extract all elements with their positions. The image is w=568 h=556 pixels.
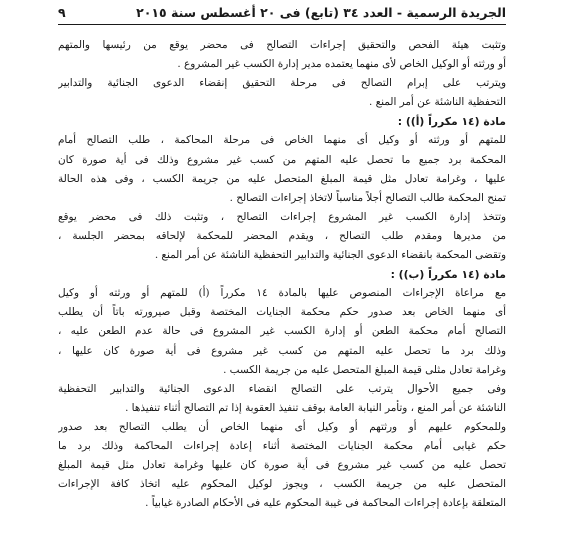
text-line: عليها ، وغرامة تعادل مثل قيمة المبلغ المتحصل عليه من جريمة الكسب ، وفى هذه الحالة xyxy=(58,172,506,185)
article-body xyxy=(58,36,506,513)
text-line: وتقضى المحكمة بانقضاء الدعوى الجنائية والتدابير التحفظية الناشئة عن أمر المنع . xyxy=(154,249,506,262)
text-line: وتثبت هيئة الفحص والتحقيق إجراءات التصالح فى محضر يوقع من رئيسها والمتهم xyxy=(58,39,506,51)
text-line: مع مراعاة الإجراءات المنصوص عليها بالمادة ١٤ مكرراً (أ) للمتهم أو ورثته أو وكيل xyxy=(58,287,506,300)
text-line: وغرامة تعادل مثلى قيمة المبلغ المتحصل عليه من جريمة الكسب . xyxy=(223,363,506,376)
text-line: المحكمة برد جميع ما تحصل عليه المتهم من كسب غير مشروع وذلك فى أية صورة كان xyxy=(58,153,506,166)
text-line: وللمحكوم عليهم أو ورثتهم أو وكيل أى منهما الخاص أن يطلب التصالح بعد صدور xyxy=(58,420,506,433)
text-line: حكم غيابى أمام محكمة الجنايات المختصة أثناء إعادة إجراءات المحاكمة وذلك برد ما xyxy=(58,439,506,452)
text-line: وذلك برد ما تحصل عليه المتهم من كسب غير مشروع فى أية صورة كان عليها ، xyxy=(58,344,506,357)
page-header xyxy=(58,3,506,21)
article-heading: مادة (١٤ مكرراً (ب)) : xyxy=(390,268,506,282)
text-line: من مديرها ومقدم طلب التصالح ، ويقدم المحضر للمحكمة لإلحاقه بمحضر الجلسة ، xyxy=(58,229,506,242)
text-line: تمنح المحكمة طالب التصالح أجلاً مناسباً لاتخاذ إجراءات التصالح . xyxy=(229,191,506,204)
text-line: للمتهم أو ورثته أو وكيل أى منهما الخاص فى مرحلة المحاكمة ، طلب التصالح أمام xyxy=(58,134,506,147)
page-number: ٩ xyxy=(58,4,66,20)
text-line: ويترتب على إبرام التصالح فى مرحلة التحقيق إنقضاء الدعوى الجنائية والتدابير xyxy=(58,77,506,90)
header-divider xyxy=(58,24,506,25)
text-line: المتحصل عليه من جريمة الكسب ، ويجوز لوكيل المحكوم عليه اتخاذ كافة الإجراءات xyxy=(58,478,506,491)
text-line: أو ورثته أو الوكيل الخاص لأى منهما يعتمده مدير إدارة الكسب غير المشروع . xyxy=(177,58,506,71)
article-heading: مادة (١٤ مكرراً (أ)) : xyxy=(397,115,506,129)
text-line: التصالح أمام محكمة الطعن أو إدارة الكسب غير المشروع فى حالة عدم الطعن عليه ، xyxy=(58,325,506,338)
text-line: المتعلقة بإعادة إجراءات المحاكمة فى غيبة المحكوم عليه فى الأحكام الصادرة غيابياً . xyxy=(145,497,506,510)
text-line: وتتخذ إدارة الكسب غير المشروع إجراءات التصالح ، وتثبت ذلك فى محضر يوقع xyxy=(58,210,506,223)
text-line: أى منهما الخاص بعد صدور حكم محكمة الجنايات المختصة وقبل صيرورته باتاً أن يطلب xyxy=(58,306,506,319)
text-line: تحصل عليه من كسب غير مشروع فى أية صورة كان عليها وغرامة تعادل مثل قيمة المبلغ xyxy=(58,459,506,472)
text-line: التحفظية الناشئة عن أمر المنع . xyxy=(369,96,506,109)
header-title: الجريدة الرسمية - العدد ٣٤ (تابع) فى ٢٠ أغسطس سنة ٢٠١٥ xyxy=(136,4,506,20)
text-line: الناشئة عن أمر المنع ، وتأمر النيابة العامة بوقف تنفيذ العقوبة إذا تم التصالح أثناء تنفيذها . xyxy=(125,401,506,414)
text-line: وفى جميع الأحوال يترتب على التصالح انقضاء الدعوى الجنائية والتدابير التحفظية xyxy=(58,382,506,395)
